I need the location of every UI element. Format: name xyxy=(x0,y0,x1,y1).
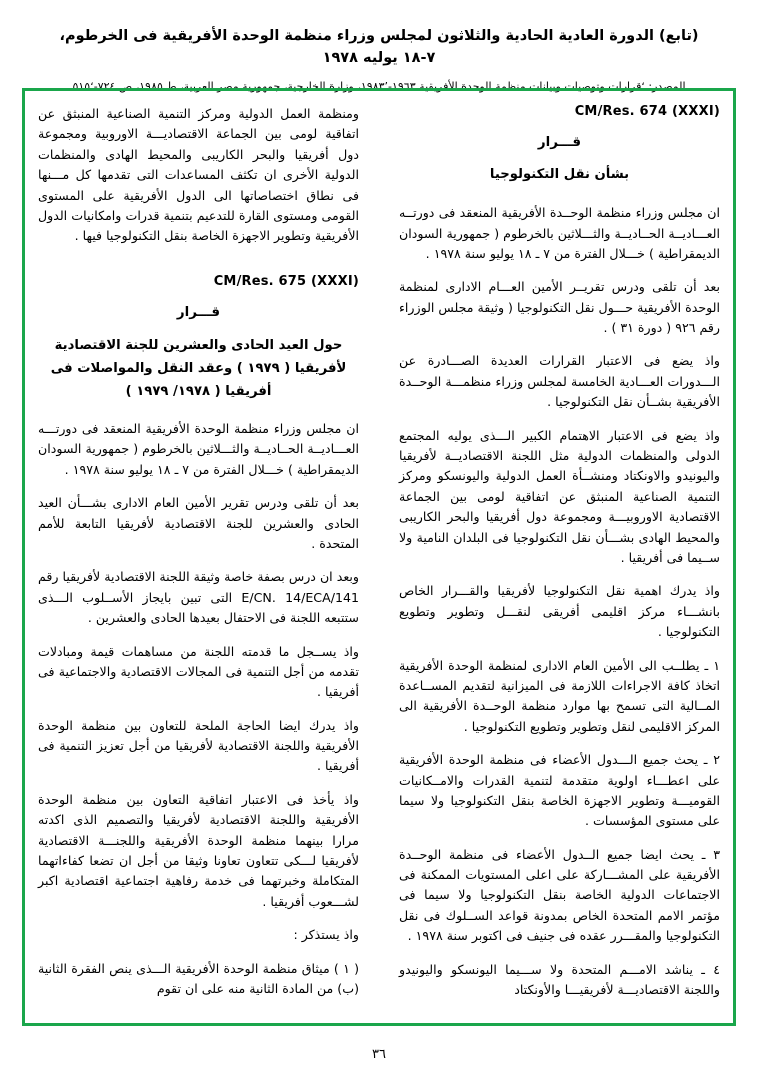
paragraph: واذ يدرك ايضا الحاجة الملحة للتعاون بين منظمة الوحدة الأفريقية واللجنة الاقتصادية لأفريقيا من أجل تعزيز التنمية فى أفريقيا . xyxy=(38,717,359,774)
resolution-heading-675: قـــرار xyxy=(176,304,221,320)
column-left xyxy=(38,104,359,1014)
header-source: المصدر: ʻقرارات وتوصيات وبيانات منظمة الوحدة الأفريقية ١٩٦٣-١٩٨٣ʼ، وزارة الخارجية، جمهورية مصر العربية، ط ١٩٨٥، ص ٧٢٤-٥١٥ʻ xyxy=(72,79,686,93)
paragraph: واذ يستذكر : xyxy=(293,927,359,943)
paragraph: ٤ ـ يناشد الامـــم المتحدة ولا ســـيما اليونسكو واليونيدو واللجنة الاقتصاديـــة لأفريقيـــا والأونكتاد xyxy=(399,961,720,998)
paragraph: ان مجلس وزراء منظمة الوحدة الأفريقية المنعقد فى دورتـــه العـــاديــة الحــاديــة والثـــلاثين بالخرطوم ( جمهورية السودان الديمقراطية ) خـــلال الفترة من ٧ ـ ١٨ يوليو سنة ١٩٧٨ . xyxy=(38,421,359,477)
paragraph: ان مجلس وزراء منظمة الوحــدة الأفريقية المنعقد فى دورتــه العـــاديــة الحــاديــة والثـــلاثين بالخرطوم ( جمهورية السودان الديمقراطية ) خـــلال الفترة من ٧ ـ ١٨ يوليو سنة ١٩٧٨ . xyxy=(399,205,720,261)
two-column-body xyxy=(38,104,720,1014)
header-title: (تابع) الدورة العادية الحادية والثلاثون لمجلس وزراء منظمة الوحدة الأفريقية فى الخرطوم، ٧-١٨ يوليه ١٩٧٨ xyxy=(59,28,699,66)
paragraph: واذ يســجل ما قدمته اللجنة من مساهمات قيمة ومبادلات تقدمه من أجل التنمية فى المجالات الاقتصادية والاجتماعية فى أفريقيا . xyxy=(38,643,359,700)
column-right xyxy=(399,104,720,1014)
spacer xyxy=(38,260,359,274)
resolution-subheading-674: بشأن نقل التكنولوجيا xyxy=(489,167,630,182)
paragraph: ( ١ ) ميثاق منظمة الوحدة الأفريقية الـــذى ينص الفقرة الثانية (ب) من المادة الثانية منه على ان تقوم xyxy=(38,960,359,996)
subheading-line: حول العيد الحادى والعشرين للجنة الاقتصادية xyxy=(54,337,343,353)
paragraph: بعد أن تلقى ودرس تقريــر الأمين العـــام الادارى لمنظمة الوحدة الأفريقية حـــول نقل التكنولوجيا ( وثيقة مجلس الوزراء رقم ٩٢٦ ( دورة ٣١ ) . xyxy=(399,279,720,336)
paragraph: وبعد ان درس بصفة خاصة وثيقة اللجنة الاقتصادية لأفريقيا رقم E/CN. 14/ECA/141 التى تبين بايجاز الأســلوب الـــذى ستتبعه اللجنة فى الاحتفال بعيدها الحادى والعشرين . xyxy=(38,569,359,626)
page-number: ٣٦ xyxy=(372,1047,386,1062)
paragraph: ١ ـ يطلــب الى الأمين العام الادارى لمنظمة الوحدة الأفريقية اتخاذ كافة الاجراءات اللازمة فى الميزانية لتقديم المســاعدة المــالية التى تسمح بها موارد منظمة الوحــدة الأفريقية الى المركز الاقليمى لنقل وتطوير وتطويع التكنولوجيا . xyxy=(399,657,720,734)
subheading-line: أفريقيا ( ١٩٧٨/ ١٩٧٩ ) xyxy=(125,383,272,399)
page-header xyxy=(0,0,758,95)
paragraph: واذ يضع فى الاعتبار الاهتمام الكبير الـــذى يوليه المجتمع الدولى والمنظمات الدولية مثل اللجنة الاقتصاديــة لأفريقيا واليونيدو والاونكتاد ومنشــأة العمل الدولية واليونسكو ومركز التنمية الصناعية المنبثق عن اتفاقية لومى بين الجماعة الاقتصادية الاوروبيـــة ومجموعة دول أفريقيا والبحر الكاريبى والمحيط الهادى بشـــأن نقل التكنولوجيا فى البلدان النامية ولا ســيما فى أفريقيا . xyxy=(399,427,720,565)
resolution-heading-674: قـــرار xyxy=(537,135,582,150)
paragraph-continuation: ومنظمة العمل الدولية ومركز التنمية الصناعية المنبثق عن اتفاقية لومى بين الجماعة الاقتصاديـــة الاوروبية ومجموعة دول أفريقيا والبحر الكاريبى والمحيط الهادى والمنظمات الدولية الأخرى ان تكثف المساعدات التى تقدمها كل مـــنها فى نطاق اختصاصاتها الى الدول الأفريقية على المستوى القومى ومستوى القارة للتدعيم بتنمية قدرات وامكانيات الدول الأفريقية وتطوير الاجهزة الخاصة بنقل التكنولوجيا فيها . xyxy=(38,106,359,244)
resolution-subheading-675 xyxy=(38,334,359,403)
subheading-line: لأفريقيا ( ١٩٧٩ ) وعقد النقل والمواصلات فى xyxy=(50,360,347,376)
paragraph: ٢ ـ يحث جميع الـــدول الأعضاء فى منظمة الوحدة الأفريقية على اعطـــاء اولوية متقدمة لتنمية القدرات والامــكانيات القوميـــة وتطوير الاجهزة الخاصة بنقل التكنولوجيا ولا سيما على مستوى المؤسسات . xyxy=(399,752,720,829)
paragraph: واذ يضع فى الاعتبار القرارات العديدة الصـــادرة عن الـــدورات العـــادية الخامسة لمجلس وزراء منظمـــة الوحــدة الأفريقية بشــأن نقل التكنولوجيا . xyxy=(399,353,720,410)
resolution-id-675: CM/Res. 675 (XXXI) xyxy=(213,273,359,289)
paragraph: واذ يدرك اهمية نقل التكنولوجيا لأفريقيا والقـــرار الخاص بانشـــاء مركز اقليمى أفريقى لنقـــل وتطوير وتطويع التكنولوجيا . xyxy=(399,583,720,640)
paragraph: ٣ ـ يحث ايضا جميع الــدول الأعضاء فى منظمة الوحــدة الأفريقية على المشـــاركة على اعلى المستويات الممكنة فى الاجتماعات الدولية الخاصة بنقل التكنولوجيا ولا سيما فى مؤتمر الامم المتحدة الخاص بمدونة قواعد الســلوك فى نقل التكنولوجيا والمقـــرر عقده فى جنيف فى اكتوبر سنة ١٩٧٨ . xyxy=(399,846,720,944)
resolution-id-674: CM/Res. 674 (XXXI) xyxy=(574,104,720,119)
paragraph: واذ يأخذ فى الاعتبار اتفاقية التعاون بين منظمة الوحدة الأفريقية واللجنة الاقتصادية لأفريقيا والتصميم الذى اكدته مرارا بينهما منظمة الوحدة الأفريقية واللجنـــة الاقتصادية لأفريقيا لـــكى تتعاون تعاونا وثيقا من أجل ان تضعا كفاءاتهما المتكاملة وخبرتهما فى خدمة رفاهية اجتماعية اقتصادية اكبر لشـــعوب أفريقيا . xyxy=(38,791,359,909)
paragraph: بعد أن تلقى ودرس تقرير الأمين العام الادارى بشـــأن العيد الحادى والعشرين للجنة الاقتصادية لأفريقيا التابعة للأمم المتحدة . xyxy=(38,495,359,551)
